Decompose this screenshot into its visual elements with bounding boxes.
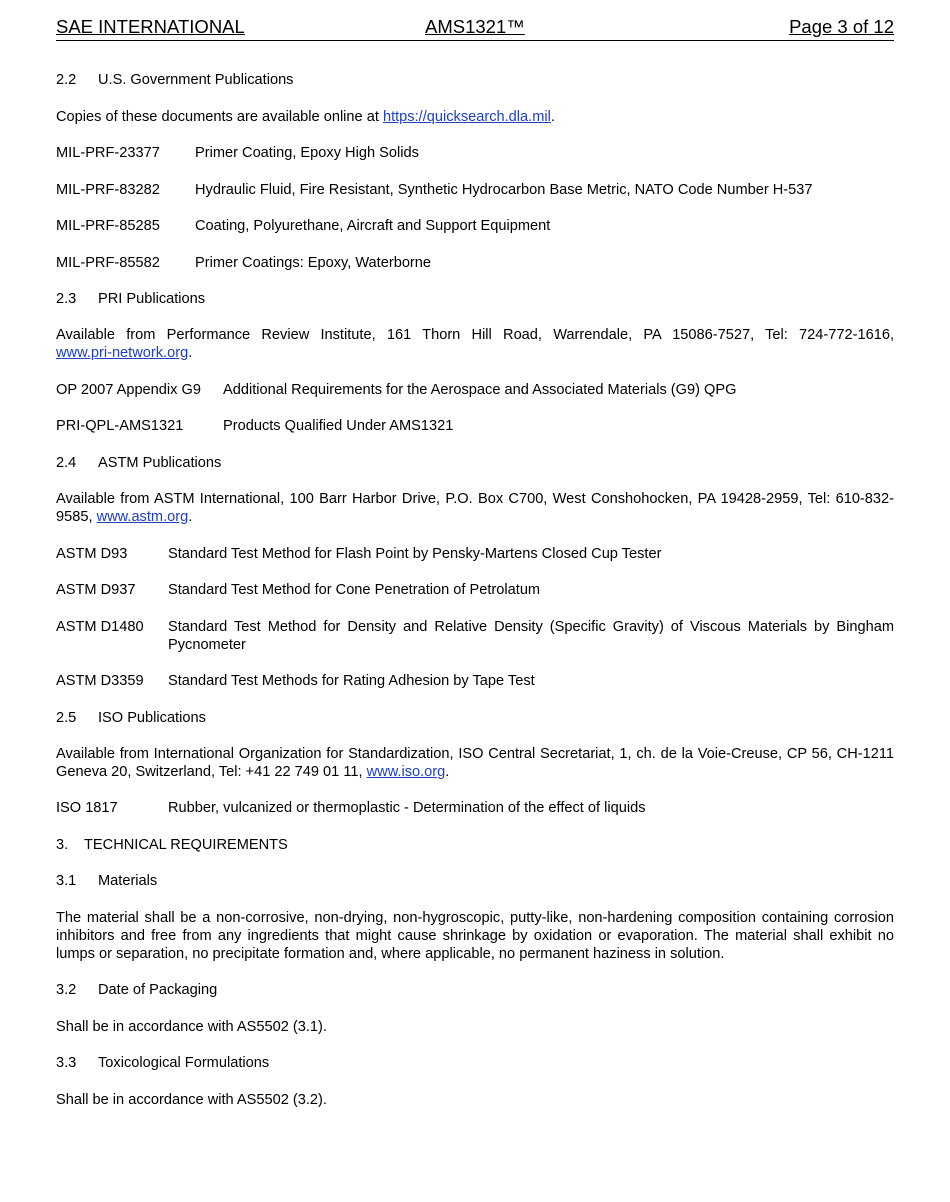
page-header (56, 16, 894, 41)
ref-entry: MIL-PRF-85582 Primer Coatings: Epoxy, Waterborne (56, 255, 432, 271)
section-number: 2.3 (56, 291, 77, 307)
ref-entry: ISO 1817 Rubber, vulcanized or thermoplastic - Determination of the effect of liquids (56, 800, 646, 816)
section-heading-3-1 (56, 872, 894, 890)
header-page-number: Page 3 of 12 (789, 16, 894, 37)
section-number: 3.3 (56, 1055, 77, 1071)
ref-entry: MIL-PRF-83282 Hydraulic Fluid, Fire Resistant, Synthetic Hydrocarbon Base Metric, NATO Code Number H-537 (56, 182, 813, 198)
section-2-3-availability: Available from Performance Review Institute, 161 Thorn Hill Road, Warrendale, PA 15086-7527, Tel: 724-772-1616, www.pri-network.org. (56, 327, 894, 361)
section-title: ISO Publications (98, 710, 206, 726)
ref-entry: OP 2007 Appendix G9 Additional Requirements for the Aerospace and Associated Materials (G9) QPG (56, 382, 737, 398)
section-2-5-availability: Available from International Organization for Standardization, ISO Central Secretariat, 1, ch. de la Voie-Creuse, CP 56, CH-1211 Geneva 20, Switzerland, Tel: +41 22 749 01 11, www.iso.org. (56, 746, 894, 780)
section-number: 3.2 (56, 982, 77, 998)
section-title: PRI Publications (98, 291, 206, 307)
section-number: 2.4 (56, 455, 77, 471)
dla-link[interactable]: https://quicksearch.dla.mil (382, 109, 551, 125)
section-number: 3. (56, 837, 69, 853)
section-heading-3 (56, 836, 894, 854)
ref-entry: ASTM D1480 Standard Test Method for Density and Relative Density (Specific Gravity) of Viscous Materials by Bingham Pycnometer (56, 619, 894, 653)
section-heading-2-3 (56, 290, 894, 308)
section-2-4-availability: Available from ASTM International, 100 Barr Harbor Drive, P.O. Box C700, West Conshohocken, PA 19428-2959, Tel: 610-832-9585, www.astm.org. (56, 491, 894, 525)
header-org: SAE INTERNATIONAL (56, 16, 245, 37)
section-number: 2.5 (56, 710, 77, 726)
section-3-3-body: Shall be in accordance with AS5502 (3.2). (56, 1092, 327, 1108)
section-heading-2-4 (56, 454, 894, 472)
section-title: TECHNICAL REQUIREMENTS (84, 837, 288, 853)
section-title: Date of Packaging (98, 982, 218, 998)
section-3-2-body: Shall be in accordance with AS5502 (3.1). (56, 1019, 327, 1035)
ref-entry: ASTM D937 Standard Test Method for Cone Penetration of Petrolatum (56, 582, 541, 598)
ref-entry: ASTM D93 Standard Test Method for Flash Point by Pensky-Martens Closed Cup Tester (56, 546, 662, 562)
ref-entry: MIL-PRF-23377 Primer Coating, Epoxy High Solids (56, 145, 419, 161)
ref-entry: ASTM D3359 Standard Test Methods for Rating Adhesion by Tape Test (56, 673, 535, 689)
section-2-2-availability: Copies of these documents are available online at https://quicksearch.dla.mil. (56, 109, 555, 125)
ref-entry: MIL-PRF-85285 Coating, Polyurethane, Aircraft and Support Equipment (56, 218, 551, 234)
pri-network-link[interactable]: www.pri-network.org (56, 345, 189, 361)
section-title: U.S. Government Publications (98, 72, 294, 88)
iso-link[interactable]: www.iso.org (366, 764, 446, 780)
section-title: ASTM Publications (98, 455, 222, 471)
astm-link[interactable]: www.astm.org (96, 509, 189, 525)
section-title: Materials (98, 873, 158, 889)
section-number: 2.2 (56, 72, 77, 88)
section-heading-3-2 (56, 981, 894, 999)
section-title: Toxicological Formulations (98, 1055, 270, 1071)
section-heading-2-2 (56, 71, 894, 89)
ref-entry: PRI-QPL-AMS1321 Products Qualified Under AMS1321 (56, 418, 454, 434)
section-heading-2-5 (56, 709, 894, 727)
section-number: 3.1 (56, 873, 77, 889)
header-doc-number: AMS1321™ (425, 16, 525, 37)
section-3-1-body: The material shall be a non-corrosive, non-drying, non-hygroscopic, putty-like, non-hardening composition containing corrosion inhibitors and free from any ingredients that might cause shrinkage by oxidation or evaporation. The material shall exhibit no lumps or separation, no precipitate formation and, where applicable, no permanent haziness in solution. (56, 910, 894, 962)
section-heading-3-3 (56, 1054, 894, 1072)
